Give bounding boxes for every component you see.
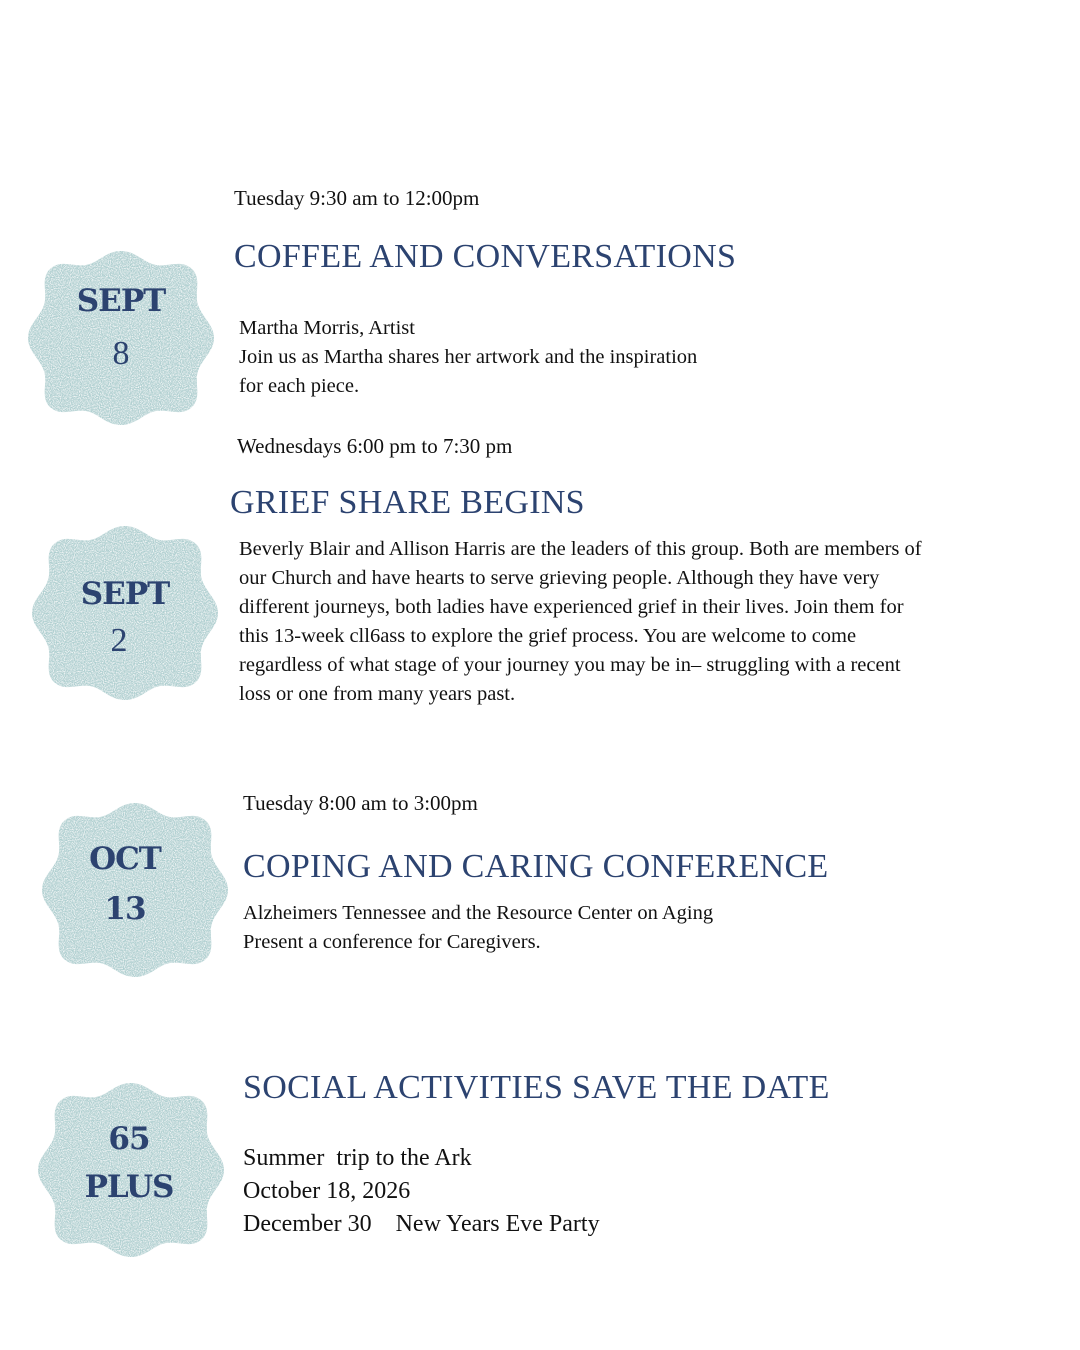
scallop-badge-icon xyxy=(30,518,220,708)
date-badge-oct-13 xyxy=(40,795,230,985)
badge-65-plus xyxy=(36,1075,226,1265)
event-description xyxy=(239,535,922,709)
event-time: Tuesday 9:30 am to 12:00pm xyxy=(234,186,480,210)
description-line: Beverly Blair and Allison Harris are the leaders of this group. Both are members of xyxy=(239,538,922,560)
description-line: Alzheimers Tennessee and the Resource Center on Aging xyxy=(243,902,714,924)
badge-day: 8 xyxy=(112,335,130,372)
description-line: different journeys, both ladies have experienced grief in their lives. Join them for xyxy=(239,596,904,618)
event-description xyxy=(243,899,713,957)
description-line: regardless of what stage of your journey you may be in– struggling with a recent xyxy=(239,654,901,676)
description-line: Martha Morris, Artist xyxy=(239,317,415,339)
event-title: COPING AND CARING CONFERENCE xyxy=(243,848,829,885)
description-line: for each piece. xyxy=(239,375,360,397)
event-description xyxy=(239,314,697,401)
badge-line-2: PLUS xyxy=(84,1169,174,1205)
description-line: Present a conference for Caregivers. xyxy=(243,931,541,953)
description-line: loss or one from many years past. xyxy=(239,683,516,705)
social-line: December 30 New Years Eve Party xyxy=(243,1211,600,1237)
date-badge-sept-8 xyxy=(26,243,216,433)
event-title: SOCIAL ACTIVITIES SAVE THE DATE xyxy=(243,1069,830,1106)
date-badge-sept-2 xyxy=(30,518,220,708)
badge-month: SEPT xyxy=(76,283,166,319)
badge-line-1: 65 xyxy=(108,1121,150,1157)
badge-month: SEPT xyxy=(80,576,170,612)
description-line: our Church and have hearts to serve grieving people. Although they have very xyxy=(239,567,880,589)
social-dates xyxy=(243,1142,600,1241)
description-line: Join us as Martha shares her artwork and the inspiration xyxy=(239,346,698,368)
social-line: Summer trip to the Ark xyxy=(243,1145,472,1171)
badge-month: OCT xyxy=(89,841,161,877)
social-line: October 18, 2026 xyxy=(243,1178,411,1204)
description-line: this 13-week cll6ass to explore the grief process. You are welcome to come xyxy=(239,625,857,647)
scallop-badge-icon xyxy=(40,795,230,985)
event-time: Wednesdays 6:00 pm to 7:30 pm xyxy=(237,434,513,458)
event-time: Tuesday 8:00 am to 3:00pm xyxy=(243,791,478,815)
badge-day: 13 xyxy=(104,891,146,927)
badge-day: 2 xyxy=(110,622,128,659)
event-title: COFFEE AND CONVERSATIONS xyxy=(234,238,737,275)
event-title: GRIEF SHARE BEGINS xyxy=(230,484,585,521)
